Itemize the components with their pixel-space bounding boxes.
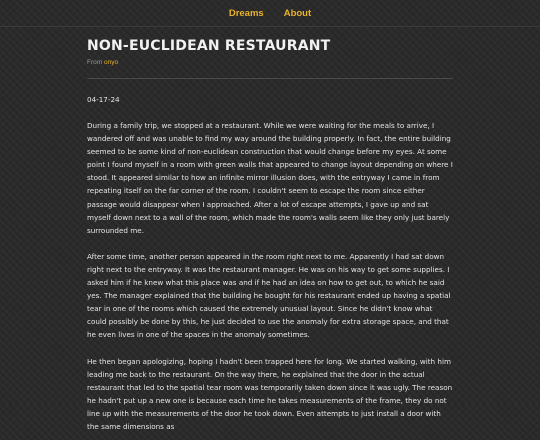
author-link[interactable]: onyo <box>103 59 119 66</box>
title-divider <box>87 78 453 79</box>
post-content <box>87 34 453 440</box>
nav-divider <box>0 26 540 27</box>
top-nav <box>0 0 540 26</box>
post-title: NON-EUCLIDEAN RESTAURANT <box>87 38 331 54</box>
post-paragraph: During a family trip, we stopped at a restaurant. While we were waiting for the meals to arrive, I wandered off and was unable to find my way around the building properly. In fact, the entire building seemed to be some kind of non-euclidean construction that would change before my eyes. At some point I found myself in a room with green walls that appeared to change layout depending on where I stood. It appeared similar to how an infinite mirror illusion does, with the entryway I came in from repeating itself on the far corner of the room. I couldn't seem to escape the room since either passage would disappear when I approached. After a lot of escape attempts, I gave up and sat myself down next to a wall of the room, which made the room's walls seem like they only just barely surrounded me. <box>87 121 453 235</box>
nav-link-about[interactable]: About <box>283 7 312 19</box>
post-paragraph: He then began apologizing, hoping I hadn't been trapped here for long. We started walking, with him leading me back to the restaurant. On the way there, he explained that the door in the actual restaurant that led to the spatial tear room was temporarily taken down since it was ugly. The reason he hadn't put up a new one is because each time he takes measurements of the frame, they do not line up with the measurements of the door he took down. Even attempts to just install a door with the same dimensions as <box>87 356 453 431</box>
post-paragraph: After some time, another person appeared in the room right next to me. Apparently I had sat down right next to the entryway. It was the restaurant manager. He was on his way to get some supplies. I asked him if he knew what this place was and if he had an idea on how to get out, to which he said yes. The manager explained that the building he bought for his restaurant ended up having a spatial tear in one of the rooms which caused the extremely unusual layout. Since he didn't know what could possibly be done by this, he just decided to use the anomaly for extra storage space, and that he even lives in one of the spaces in the anomaly sometimes. <box>87 251 451 340</box>
post-byline <box>87 59 453 66</box>
byline-from-label: From <box>87 59 103 66</box>
nav-link-dreams[interactable]: Dreams <box>228 7 264 19</box>
post-date: 04-17-24 <box>87 95 120 104</box>
